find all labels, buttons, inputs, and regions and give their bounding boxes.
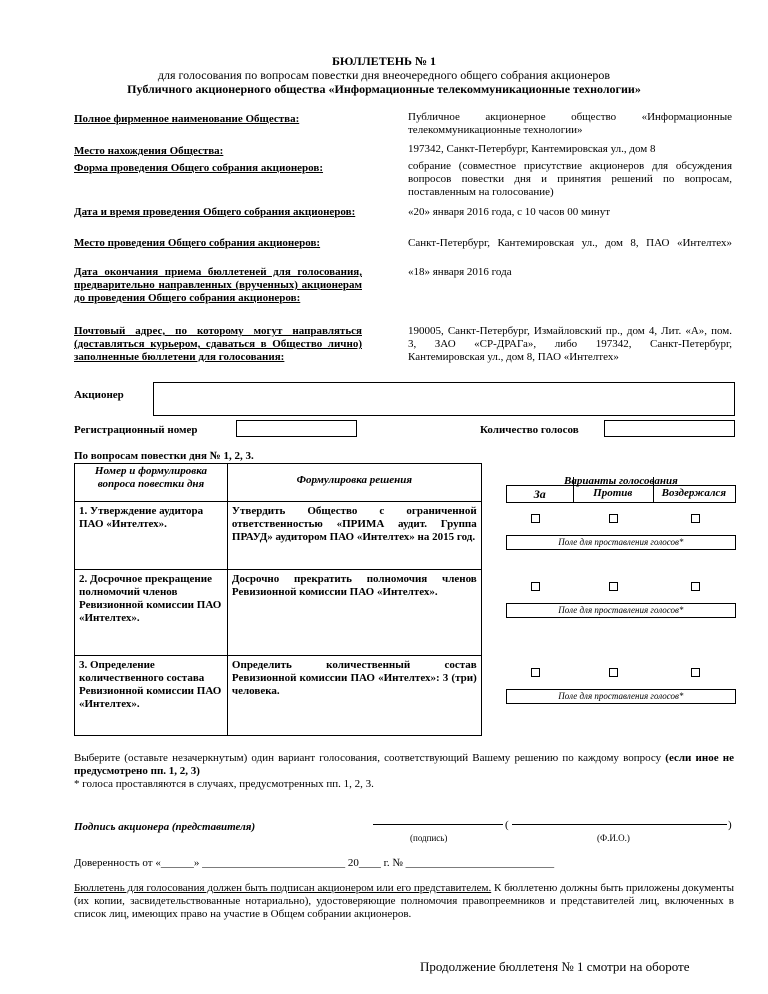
header-options bbox=[481, 464, 736, 502]
agenda-row-3 bbox=[75, 656, 737, 736]
vote-against-checkbox-2[interactable] bbox=[609, 582, 618, 591]
header-question: Номер и формулировка вопроса повестки дня bbox=[75, 464, 228, 502]
option-against-label: Против bbox=[593, 486, 633, 499]
voting-table bbox=[74, 463, 736, 736]
info-label-postal-address: Почтовый адрес, по которому могут направляться (доставляться курьером, сдаваться в Общество лично) заполненные бюллетени для голосования: bbox=[74, 325, 362, 363]
ballot-header bbox=[0, 54, 768, 96]
decision-2: Досрочно прекратить полномочия членов Ревизионной комиссии ПАО «Интелтех». bbox=[227, 570, 481, 656]
voting-table-header bbox=[75, 464, 737, 502]
options-3 bbox=[481, 656, 736, 736]
footnote: * голоса проставляются в случаях, предусмотренных пп. 1, 2, 3. bbox=[74, 778, 374, 790]
votes-count-field[interactable] bbox=[604, 420, 735, 437]
signature-line[interactable] bbox=[373, 824, 503, 825]
options-1 bbox=[481, 502, 736, 570]
info-value-date-time: «20» января 2016 года, с 10 часов 00 минут bbox=[408, 206, 611, 218]
info-value-postal-address: 190005, Санкт-Петербург, Измайловский пр., дом 4, Лит. «А», пом. 3, ЗАО «СР-ДРАГа», либо 197342, Санкт-Петербург, Кантемировская ул., дом 8, ПАО «Интелтех» bbox=[408, 325, 732, 363]
vote-for-checkbox-3[interactable] bbox=[531, 668, 540, 677]
votes-field-2[interactable]: Поле для проставления голосов* bbox=[506, 603, 736, 618]
registration-number-label: Регистрационный номер bbox=[74, 424, 198, 436]
ballot-subtitle: для голосования по вопросам повестки дня внеочередного общего собрания акционеров bbox=[157, 68, 611, 82]
options-2 bbox=[481, 570, 736, 656]
vote-against-checkbox-3[interactable] bbox=[609, 668, 618, 677]
registration-number-field[interactable] bbox=[236, 420, 357, 437]
meeting-place-text: Санкт-Петербург, Кантемировская ул., дом 8, ПАО «Интелтех» bbox=[408, 237, 732, 249]
footer-notice: Бюллетень для голосования должен быть подписан акционером или его представителем. К бюллетеню должны быть приложены документы (их копии, засвидетельствованные нотариально), удостоверяющие полномочия правопреемников и представителей лиц, включенных в список лиц, имеющих право на участие в Общем собрании акционеров. bbox=[74, 882, 734, 920]
votes-field-1[interactable]: Поле для проставления голосов* bbox=[506, 535, 736, 550]
continuation-note: Продолжение бюллетеня № 1 смотри на обороте bbox=[420, 959, 690, 974]
signature-label: Подпись акционера (представителя) bbox=[74, 821, 256, 833]
info-value-deadline: «18» января 2016 года bbox=[408, 266, 512, 278]
agenda-row-1 bbox=[75, 502, 737, 570]
agenda-intro: По вопросам повестки дня № 1, 2, 3. bbox=[74, 450, 254, 462]
header-options-title: Варианты голосования bbox=[563, 474, 678, 487]
info-label-deadline: Дата окончания приема бюллетеней для голосования, предварительно направленных (врученных) акционерам до проведения Общего собрания акционеров: bbox=[74, 266, 362, 304]
votes-count-label: Количество голосов bbox=[480, 424, 579, 436]
vote-against-checkbox-1[interactable] bbox=[609, 514, 618, 523]
shareholder-field[interactable] bbox=[153, 382, 735, 416]
decision-3: Определить количественный состав Ревизионной комиссии ПАО «Интелтех»: 3 (три) человека. bbox=[227, 656, 481, 736]
info-label-full-name: Полное фирменное наименование Общества: bbox=[74, 113, 300, 125]
options-subheader bbox=[506, 485, 736, 503]
signature-caption: (подпись) bbox=[410, 833, 448, 843]
shareholder-label: Акционер bbox=[74, 389, 124, 401]
vote-for-checkbox-2[interactable] bbox=[531, 582, 540, 591]
info-value-location: 197342, Санкт-Петербург, Кантемировская ул., дом 8 bbox=[408, 143, 656, 155]
info-label-meeting-form: Форма проведения Общего собрания акционеров: bbox=[74, 162, 324, 174]
ballot-title: БЮЛЛЕТЕНЬ № 1 bbox=[331, 54, 437, 68]
header-decision: Формулировка решения bbox=[227, 464, 481, 502]
company-name: Публичного акционерного общества «Информационные телекоммуникационные технологии» bbox=[127, 82, 641, 96]
votes-field-3[interactable]: Поле для проставления голосов* bbox=[506, 689, 736, 704]
vote-abstain-checkbox-2[interactable] bbox=[691, 582, 700, 591]
decision-1: Утвердить Общество с ограниченной ответственностью «ПРИМА аудит. Группа ПРАУД» аудитором ПАО «Интелтех» на 2015 год. bbox=[227, 502, 481, 570]
name-caption: (Ф.И.О.) bbox=[597, 833, 630, 843]
name-line[interactable] bbox=[512, 824, 727, 825]
info-label-meeting-place: Место проведения Общего собрания акционеров: bbox=[74, 237, 321, 249]
agenda-row-2 bbox=[75, 570, 737, 656]
vote-abstain-checkbox-1[interactable] bbox=[691, 514, 700, 523]
question-3: 3. Определение количественного состава Ревизионной комиссии ПАО «Интелтех». bbox=[75, 656, 228, 736]
question-1: 1. Утверждение аудитора ПАО «Интелтех». bbox=[75, 502, 228, 570]
vote-abstain-checkbox-3[interactable] bbox=[691, 668, 700, 677]
instruction-text: Выберите (оставьте незачеркнутым) один вариант голосования, соответствующий Вашему решению по каждому вопросу (если иное не предусмотрено пп. 1, 2, 3) bbox=[74, 752, 734, 777]
option-abstain-label: Воздержался bbox=[661, 486, 727, 499]
name-close-paren: ) bbox=[728, 819, 732, 831]
proxy-line[interactable]: Доверенность от «______» __________________________ 20____ г. № ___________________________ bbox=[74, 857, 555, 869]
question-2: 2. Досрочное прекращение полномочий членов Ревизионной комиссии ПАО «Интелтех». bbox=[75, 570, 228, 656]
info-value-full-name: Публичное акционерное общество «Информационные телекоммуникационные технологии» bbox=[408, 111, 732, 136]
name-open-paren: ( bbox=[505, 819, 509, 831]
info-label-location: Место нахождения Общества: bbox=[74, 145, 224, 157]
vote-for-checkbox-1[interactable] bbox=[531, 514, 540, 523]
info-value-meeting-place bbox=[408, 237, 732, 250]
info-value-meeting-form: собрание (совместное присутствие акционеров для обсуждения вопросов повестки дня и принятия решений по вопросам, поставленным на голосование) bbox=[408, 160, 732, 198]
info-label-date-time: Дата и время проведения Общего собрания акционеров: bbox=[74, 206, 356, 218]
option-for-label: За bbox=[533, 486, 546, 501]
